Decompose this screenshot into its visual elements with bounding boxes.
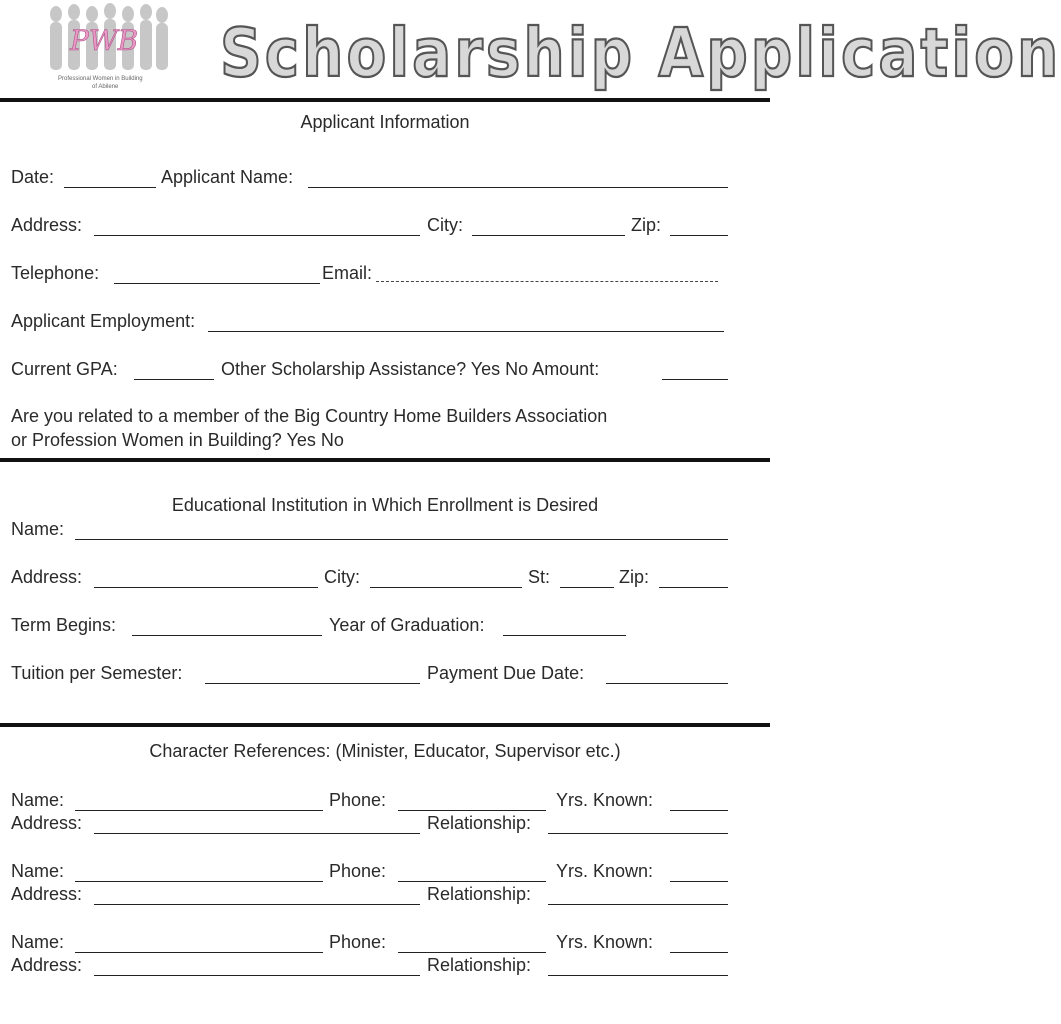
section-heading-institution: Educational Institution in Which Enrollment is Desired: [171, 495, 599, 515]
institution-zip-field[interactable]: [659, 587, 728, 588]
reference-relationship-field[interactable]: [548, 975, 728, 976]
reference-phone-label: Phone:: [329, 861, 387, 881]
institution-city-field[interactable]: [370, 587, 522, 588]
gpa-label: Current GPA:: [11, 359, 118, 379]
telephone-label: Telephone:: [11, 263, 100, 283]
reference-phone-label: Phone:: [329, 790, 387, 810]
payment-due-field[interactable]: [606, 683, 728, 684]
related-question-line1: Are you related to a member of the Big Country Home Builders Association: [11, 406, 608, 426]
related-question-line2: or Profession Women in Building? Yes No: [11, 430, 344, 450]
reference-years-label: Yrs. Known:: [556, 932, 654, 952]
reference-address-field[interactable]: [94, 904, 420, 905]
email-field[interactable]: [376, 281, 718, 282]
institution-zip-label: Zip:: [619, 567, 650, 587]
reference-address-label: Address:: [11, 884, 83, 904]
reference-relationship-label: Relationship:: [427, 955, 532, 975]
city-label: City:: [427, 215, 463, 235]
reference-years-field[interactable]: [670, 810, 728, 811]
employment-label: Applicant Employment:: [11, 311, 196, 331]
payment-due-label: Payment Due Date:: [427, 663, 585, 683]
reference-phone-field[interactable]: [398, 952, 546, 953]
year-graduation-label: Year of Graduation:: [329, 615, 485, 635]
reference-years-field[interactable]: [670, 881, 728, 882]
reference-phone-field[interactable]: [398, 810, 546, 811]
divider: [0, 458, 770, 462]
reference-name-field[interactable]: [75, 810, 323, 811]
institution-city-label: City:: [324, 567, 360, 587]
reference-relationship-field[interactable]: [548, 904, 728, 905]
reference-years-label: Yrs. Known:: [556, 790, 654, 810]
address-field[interactable]: [94, 235, 420, 236]
reference-name-label: Name:: [11, 790, 65, 810]
divider: [0, 98, 770, 102]
applicant-name-field[interactable]: [308, 187, 728, 188]
gpa-field[interactable]: [134, 379, 214, 380]
email-label: Email:: [322, 263, 373, 283]
reference-address-field[interactable]: [94, 833, 420, 834]
reference-phone-label: Phone:: [329, 932, 387, 952]
date-field[interactable]: [64, 187, 156, 188]
page-title: Scholarship Application: [220, 14, 1061, 93]
tuition-label: Tuition per Semester:: [11, 663, 183, 683]
telephone-field[interactable]: [114, 283, 320, 284]
date-label: Date:: [11, 167, 55, 187]
reference-years-field[interactable]: [670, 952, 728, 953]
reference-name-label: Name:: [11, 861, 65, 881]
city-field[interactable]: [472, 235, 625, 236]
institution-address-label: Address:: [11, 567, 83, 587]
reference-relationship-label: Relationship:: [427, 813, 532, 833]
reference-relationship-field[interactable]: [548, 833, 728, 834]
applicant-name-label: Applicant Name:: [161, 167, 294, 187]
section-heading-applicant: Applicant Information: [300, 112, 470, 132]
logo-subtitle: Professional Women in Building: [58, 76, 143, 82]
reference-name-label: Name:: [11, 932, 65, 952]
reference-years-label: Yrs. Known:: [556, 861, 654, 881]
employment-field[interactable]: [208, 331, 724, 332]
term-begins-label: Term Begins:: [11, 615, 117, 635]
institution-name-field[interactable]: [75, 539, 728, 540]
divider: [0, 723, 770, 727]
institution-address-field[interactable]: [94, 587, 318, 588]
reference-address-label: Address:: [11, 955, 83, 975]
year-graduation-field[interactable]: [503, 635, 626, 636]
zip-field[interactable]: [670, 235, 728, 236]
address-label: Address:: [11, 215, 83, 235]
term-begins-field[interactable]: [132, 635, 322, 636]
amount-field[interactable]: [662, 379, 728, 380]
institution-name-label: Name:: [11, 519, 65, 539]
institution-state-label: St:: [528, 567, 551, 587]
institution-state-field[interactable]: [560, 587, 614, 588]
logo-text: PWB: [70, 24, 139, 57]
logo: [44, 2, 172, 94]
reference-address-field[interactable]: [94, 975, 420, 976]
reference-phone-field[interactable]: [398, 881, 546, 882]
zip-label: Zip:: [631, 215, 662, 235]
reference-name-field[interactable]: [75, 952, 323, 953]
reference-name-field[interactable]: [75, 881, 323, 882]
tuition-field[interactable]: [205, 683, 420, 684]
logo-subtitle-2: of Abilene: [92, 84, 119, 90]
reference-relationship-label: Relationship:: [427, 884, 532, 904]
reference-address-label: Address:: [11, 813, 83, 833]
other-assistance-label: Other Scholarship Assistance? Yes No Amount:: [221, 359, 600, 379]
section-heading-references: Character References: (Minister, Educator, Supervisor etc.): [149, 741, 621, 761]
